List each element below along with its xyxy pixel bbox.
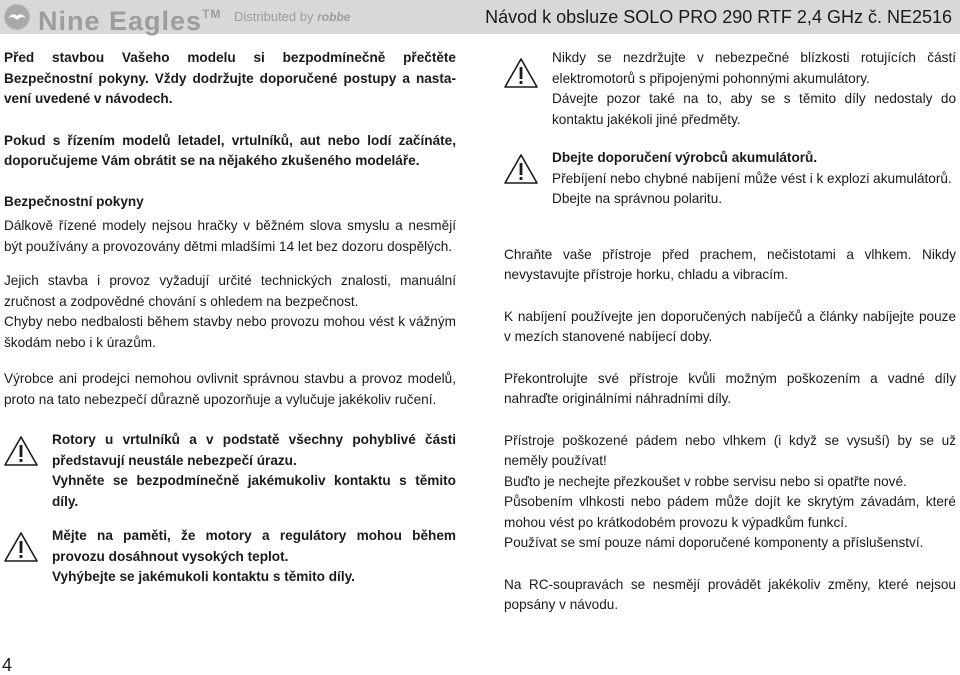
warning-triangle-icon [4,532,38,562]
eagle-logo-icon [4,4,30,30]
charging-paragraph: K nabíjení používejte jen doporučených nabíječů a články nabíjejte pouze v mezích stanovené nabíjecí doby. [504,308,956,344]
distributor-line: Distributed by robbe [234,9,351,24]
right-column [504,48,956,616]
warning-rotating-parts: Nikdy se nezdržujte v nebezpečné blízkosti rotujících částí elektromotorů s připojenými pohonnými akumulátory. Dávejte pozor také na to, aby se s těmito díly nedostaly do kontaktu jakékoli jiné předměty. [504,48,956,130]
left-column [4,48,456,588]
warning-triangle-icon [504,154,538,184]
distributor-logo: robbe [317,10,351,24]
construction-paragraph: Jejich stavba i provoz vyžadují určité technických znalosti, manuální zručnost a zodpovědné chování s ohledem na bezpečnost. [4,273,456,309]
errors-paragraph: Chyby nebo nedbalosti během stavby nebo provozu mohou vést k vážným škodám nebo i k úrazům. [4,314,456,350]
page-header [0,0,960,34]
liability-paragraph: Výrobce ani prodejci nemohou ovlivnit správnou stavbu a provoz modelů, proto na tato nebezpečí důrazně upozorňuje a vylučuje jakékoliv ručení. [4,371,456,407]
safety-heading: Bezpečnostní pokyny [4,193,144,209]
warning-triangle-icon [4,436,38,466]
warning-hot-motors: Mějte na paměti, že motory a regulátory mohou během provozu dosáhnout vysokých teplot. Vyhýbejte se jakémukoli kontaktu s těmito díly. [4,526,456,588]
warning-triangle-icon [504,58,538,88]
rc-changes-paragraph: Na RC-soupravách se nesmějí provádět jakékoliv změny, které nejsou popsány v návodu. [504,576,956,612]
protect-paragraph: Chraňte vaše přístroje před prachem, nečistotami a vlhkem. Nikdy nevystavujte přístroje horku, chladu a vibracím. [504,246,956,282]
page-number: 4 [2,655,13,675]
warning-rotors: Rotory u vrtulníků a v podstatě všechny pohyblivé části představují neustále nebezpečí úrazu. Vyhněte se bezpodmínečně jakémukoliv kontaktu s těmito díly. [4,430,456,512]
warning-batteries: Dbejte doporučení výrobců akumulátorů. Přebíjení nebo chybné nabíjení může vést i k explozi akumulátorů. Dbejte na správnou polaritu. [504,148,956,210]
safety-paragraph: Dálkově řízené modely nejsou hračky v běžném slova smyslu a nesmějí být používány a provozovány dětmi mladšími 14 let bez dozoru dospělých. [4,218,456,254]
check-paragraph: Překontrolujte své přístroje kvůli možným poškozením a vadné díly nahraďte originálními náhradními díly. [504,370,956,406]
brand-name: Nine Eagles™ [38,6,222,36]
intro-paragraph: Před stavbou Vašeho modelu si bezpodmínečně přečtěte Bezpečnostní pokyny. Vždy dodržujte doporučené postupy a nasta- vení uvedené v návodech. [4,50,456,106]
beginner-paragraph: Pokud s řízením modelů letadel, vrtulníků, aut nebo lodí začínáte, doporučujeme Vám obrátit se na nějakého zkušeného modeláře. [4,132,456,168]
damaged-paragraph: Přístroje poškozené pádem nebo vlhkem (i když se vysuší) by se už neměly používat! Buďto je nechejte přezkoušet v robbe servisu nebo si opatřte nové. Působením vlhkosti nebo pádem může dojít ke skrytým závadám, které mohou vést po krátkodobém provozu k výpadkům funkcí. Používat se smí pouze námi doporučené komponenty a příslušenství. [504,432,956,550]
document-title: Návod k obsluze SOLO PRO 290 RTF 2,4 GHz č. NE2516 [485,7,952,27]
